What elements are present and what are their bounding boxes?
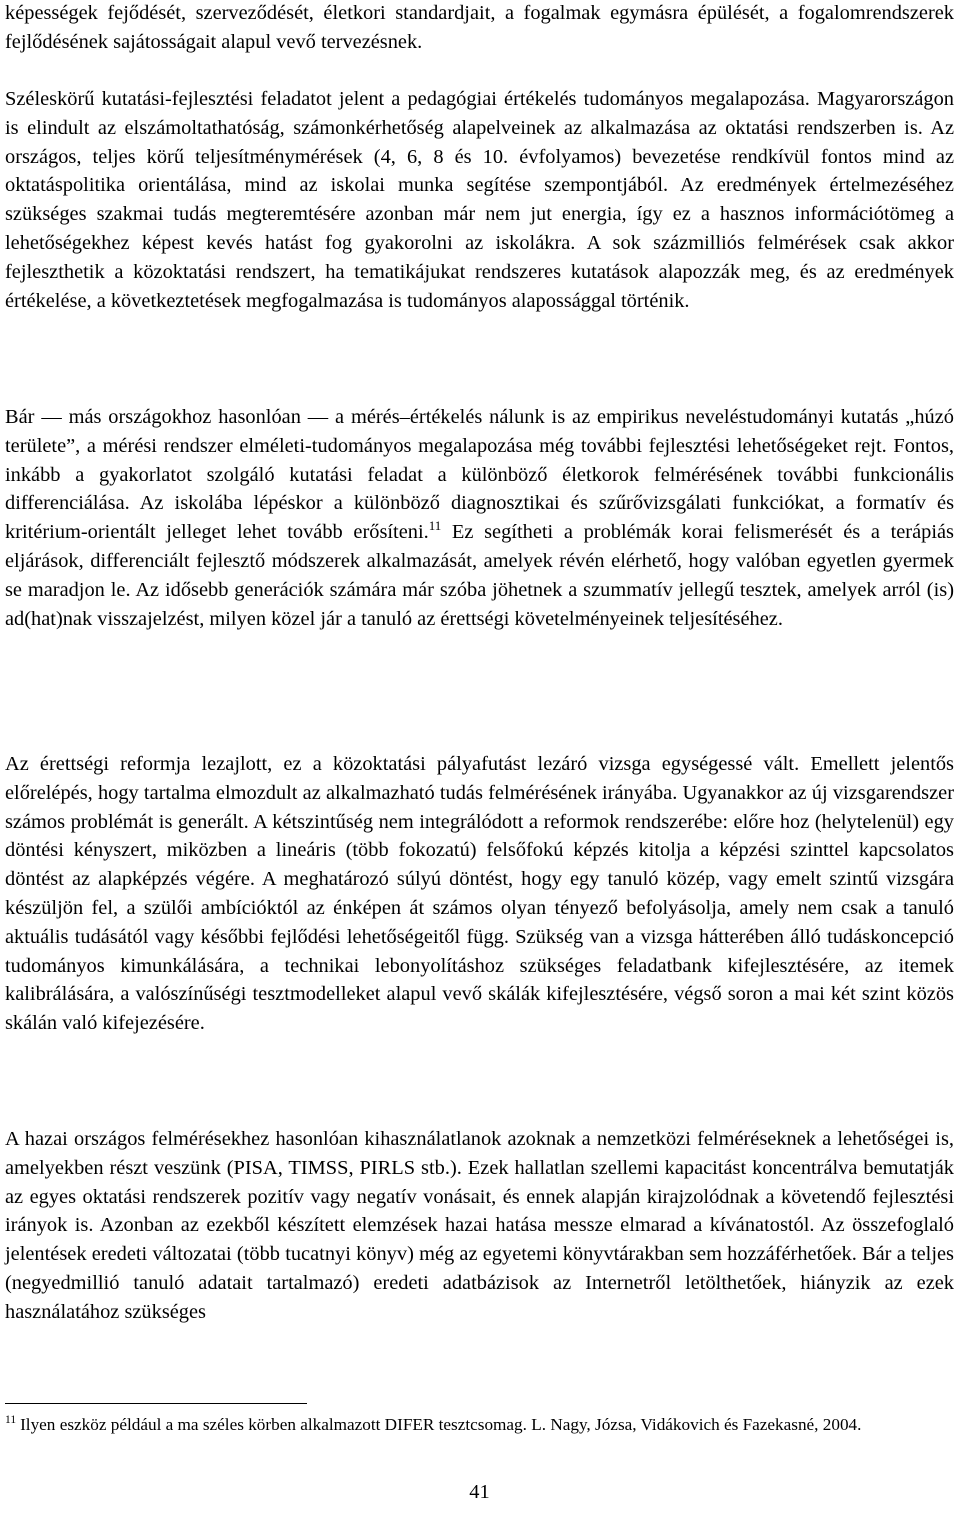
footnote-text: Ilyen eszköz például a ma széles körben alkalmazott DIFER tesztcsomag. L. Nagy, Józsa, Vidákovich és Fazekasné, 2004. (20, 1415, 862, 1434)
footnote (5, 1413, 954, 1438)
paragraph-5: A hazai országos felmérésekhez hasonlóan kihasználatlanok azoknak a nemzetközi felméréseknek a lehetőségei is, amelyekben részt veszünk (PISA, TIMSS, PIRLS stb.). Ezek hallatlan szellemi kapacitást koncentrálva bemutatják az egyes oktatási rendszerek pozitív vagy negatív vonásait, és ennek alapján kirajzolódnak a követendő fejlesztési irányok is. Azonban az ezekből készített elemzések hazai hatása messze elmarad a kívánatostól. Az összefoglaló jelentések eredeti változatai (több tucatnyi könyv) még az egyetemi könyvtárakban sem hozzáférhetőek. Bár a teljes (negyedmillió tanuló adatait tartalmazó) eredeti adatbázisok az Internetről letölthetőek, hiányzik az ezek használatához szükséges (5, 1128, 954, 1323)
paragraph-2: Széleskörű kutatási-fejlesztési feladatot jelent a pedagógiai értékelés tudományos megalapozása. Magyarországon is elindult az elszámoltathatóság, számonkérhetőség alapelveinek az alkalmazása az oktatási rendszerben is. Az országos, teljes körű teljesítménymérések (4, 6, 8 és 10. évfolyamos) bevezetése rendkívül fontos mind az oktatáspolitika orientálása, mind az iskolai munka segítése szempontjából. Az eredmények értelmezéséhez szükséges szakmai tudás megteremtésére azonban már nem jut energia, így ez a hasznos információtömeg a lehetőségekhez képest kevés hatást fog gyakorolni az iskolákra. A sok százmilliós felmérések csak akkor fejleszthetik a közoktatási rendszert, ha tematikájukat rendszeres kutatások alapozzák meg, és az eredmények értékelése, a következtetések megfogalmazása is tudományos alapossággal történik. (5, 88, 954, 312)
footnote-divider (5, 1403, 307, 1404)
footnote-number: 11 (5, 1414, 17, 1426)
footnote-reference[interactable]: 11 (428, 518, 442, 534)
paragraph-1: képességek fejődését, szerveződését, életkori standardjait, a fogalmak egymásra épülését, a fogalomrendszerek fejlődésének sajátosságait alapul vevő tervezésnek. (5, 2, 954, 53)
paragraph-3-text-b: Ez segítheti a problémák korai felismerését és a terápiás eljárások, differenciált fejlesztő módszerek alkalmazását, amelyek révén elérhető, hogy valóban egyetlen gyermek se maradjon le. Az idősebb generációk számára már szóba jöhetnek a szummatív jellegű tesztek, amelyek arról (is) ad(hat)nak visszajelzést, milyen közel jár a tanuló az érettségi követelményeinek teljesítéséhez. (5, 521, 954, 630)
page-number: 41 (469, 1481, 490, 1503)
paragraph-4: Az érettségi reformja lezajlott, ez a közoktatási pályafutást lezáró vizsga egységessé vált. Emellett jelentős előrelépés, hogy tartalma elmozdult az alkalmazható tudás felmérésének irányába. Ugyanakkor az új vizsgarendszer számos problémát is generált. A kétszintűség nem integrálódott a reformok rendszerébe: előre hoz (helytelenül) egy döntési kényszert, miközben a lineáris (több fokozatú) felsőfokú képzés kitolja a képzési szinttel kapcsolatos döntést az alapképzés végére. A meghatározó súlyú döntést, hogy egy tanuló közép, vagy emelt szintű vizsgára készüljön fel, a szülői ambícióktól az énképen át számos olyan tényező befolyásolja, amely nem csak a tanuló aktuális tudásától vagy későbbi fejlődési lehetőségeitől függ. Szükség van a vizsga hátterében álló tudáskoncepció tudományos kimunkálására, a technikai lebonyolításhoz szükséges feladatbank kifejlesztésére, az itemek kalibrálására, a valószínűségi tesztmodelleket alapul vevő skálák kifejlesztésére, végső soron a mai két szint közös skálán való kifejezésére. (5, 753, 954, 1035)
paragraph-3-text-a: Bár — más országokhoz hasonlóan — a mérés–értékelés nálunk is az empirikus neveléstudományi kutatás „húzó területe”, a mérési rendszer elméleti-tudományos megalapozása még további fejlesztési lehetőségeket rejt. Fontos, inkább a gyakorlatot szolgáló kutatási feladat a különböző életkorok felmérésének további funkcionális differenciálása. Az iskolába lépéskor a különböző diagnosztikai és szűrővizsgálati funkciókat, a formatív és kritérium-orientált jelleget lehet tovább erősíteni. (5, 406, 954, 544)
paragraph-3 (5, 403, 954, 633)
